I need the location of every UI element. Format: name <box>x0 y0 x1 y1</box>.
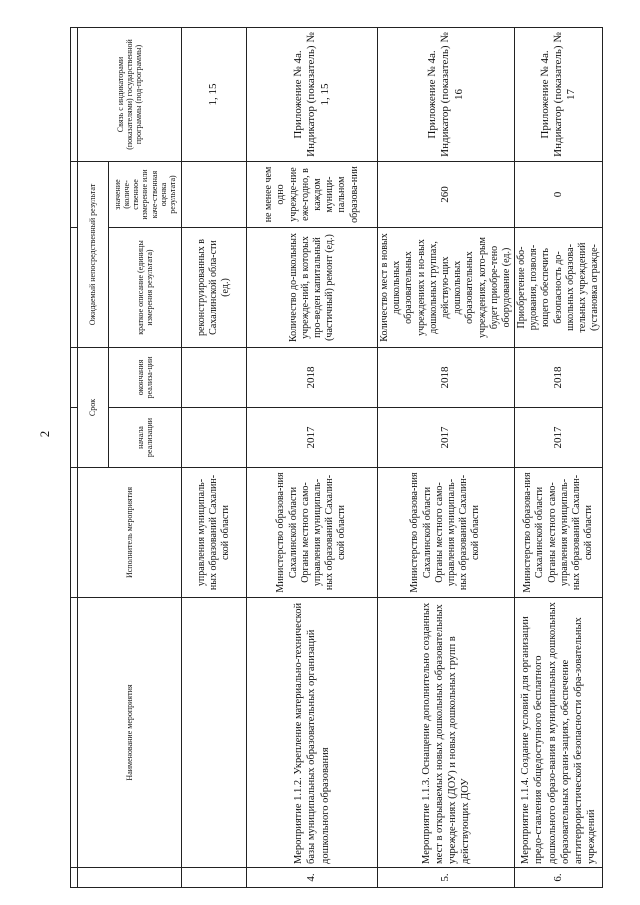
row-end-year: 2018 <box>515 348 603 408</box>
header-expected-result: Ожидаемый непосредственный результат <box>78 162 109 348</box>
row-end-year <box>182 348 247 408</box>
activities-table <box>70 27 603 888</box>
header-link-indicators: Связь с индикаторами (показателями) государственной программы (под-программы) <box>78 28 182 162</box>
row-start-year: 2017 <box>515 408 603 468</box>
row-short-description: Количество мест в новых дошкольных образовательных учреждениях и но-вых дошкольных группах, действую-щих дошкольных образовательных учреждениях, кото-рым будет приобре-тено оборудование (ед.) <box>378 228 515 348</box>
row-end-year: 2018 <box>247 348 378 408</box>
rotated-table-wrapper <box>70 28 630 888</box>
header-end: окончания реализа-ции <box>109 348 182 408</box>
top-rule-row <box>71 28 78 888</box>
row-short-description: реконструированных в Сахалинской обла-сти (ед.) <box>182 228 247 348</box>
row-number <box>182 868 247 888</box>
header-executor: Исполнитель мероприятия <box>78 468 182 598</box>
row-value: не менее чем одно учрежде-ние еже-годно, в каждом муници-пальном образова-нии <box>247 162 378 228</box>
row-value: 260 <box>378 162 515 228</box>
table-row <box>378 28 515 888</box>
row-number: 4. <box>247 868 378 888</box>
table-row <box>515 28 603 888</box>
row-start-year: 2017 <box>378 408 515 468</box>
row-value: 0 <box>515 162 603 228</box>
row-activity-name: Мероприятие 1.1.3. Оснащение дополнительно созданных мест в открываемых новых дошкольных образовательных учрежде-ниях (ДОУ) и новых дошкольных групп в действующих ДОУ <box>378 598 515 868</box>
row-activity-name: Мероприятие 1.1.4. Создание условий для организации предо-ставления общедоступного бесплатного дошкольного образо-вания в муниципальных дошкольных образовательных органи-зациях, обеспечение антитеррористической безопасности обра-зовательных учреждений <box>515 598 603 868</box>
row-start-year <box>182 408 247 468</box>
header-row-1 <box>78 28 109 888</box>
row-number: 5. <box>378 868 515 888</box>
row-value <box>182 162 247 228</box>
header-term: Срок <box>78 348 109 468</box>
row-short-description: Количество до-школьных учрежде-ний, в которых про-веден капитальный (частичный) ремонт (ед.) <box>247 228 378 348</box>
row-short-description: Приобретение обо-рудования, позволя-ющего обеспечить безопасность до-школьных образова-тельных учреждений (установка огражде- <box>515 228 603 348</box>
page-number: 2 <box>37 430 52 438</box>
row-link-indicators: Приложение № 4а. Индикатор (показатель) № 1, 15 <box>247 28 378 162</box>
row-link-indicators: Приложение № 4а. Индикатор (показатель) № 16 <box>378 28 515 162</box>
row-executor: Министерство образова-ния Сахалинской области Органы местного само-управления муниципаль-ных образований Сахалин-ской области <box>378 468 515 598</box>
row-end-year: 2018 <box>378 348 515 408</box>
document-sheet <box>70 28 630 888</box>
row-link-indicators: Приложение № 4а. Индикатор (показатель) № 17 <box>515 28 603 162</box>
row-executor: Министерство образова-ния Сахалинской области Органы местного само-управления муниципаль-ных образований Сахалин-ской области <box>247 468 378 598</box>
header-start: начала реализации <box>109 408 182 468</box>
header-value: значение (количе-ственное измерение или каче-ственная оценка результата) <box>109 162 182 228</box>
row-number: 6. <box>515 868 603 888</box>
header-short-description: краткое описание (единицы измерения результата) <box>109 228 182 348</box>
header-number <box>78 868 182 888</box>
header-name: Наименование мероприятия <box>78 598 182 868</box>
row-start-year: 2017 <box>247 408 378 468</box>
row-activity-name <box>182 598 247 868</box>
row-executor: Министерство образова-ния Сахалинской области Органы местного само-управления муниципаль-ных образований Сахалин-ской области <box>515 468 603 598</box>
row-activity-name: Мероприятие 1.1.2. Укрепление материально-технической базы муниципальных образовательных организаций дошкольного образования <box>247 598 378 868</box>
row-executor: управления муниципаль-ных образований Сахалин-ской области <box>182 468 247 598</box>
table-row <box>182 28 247 888</box>
row-link-indicators: 1, 15 <box>182 28 247 162</box>
table-row <box>247 28 378 888</box>
